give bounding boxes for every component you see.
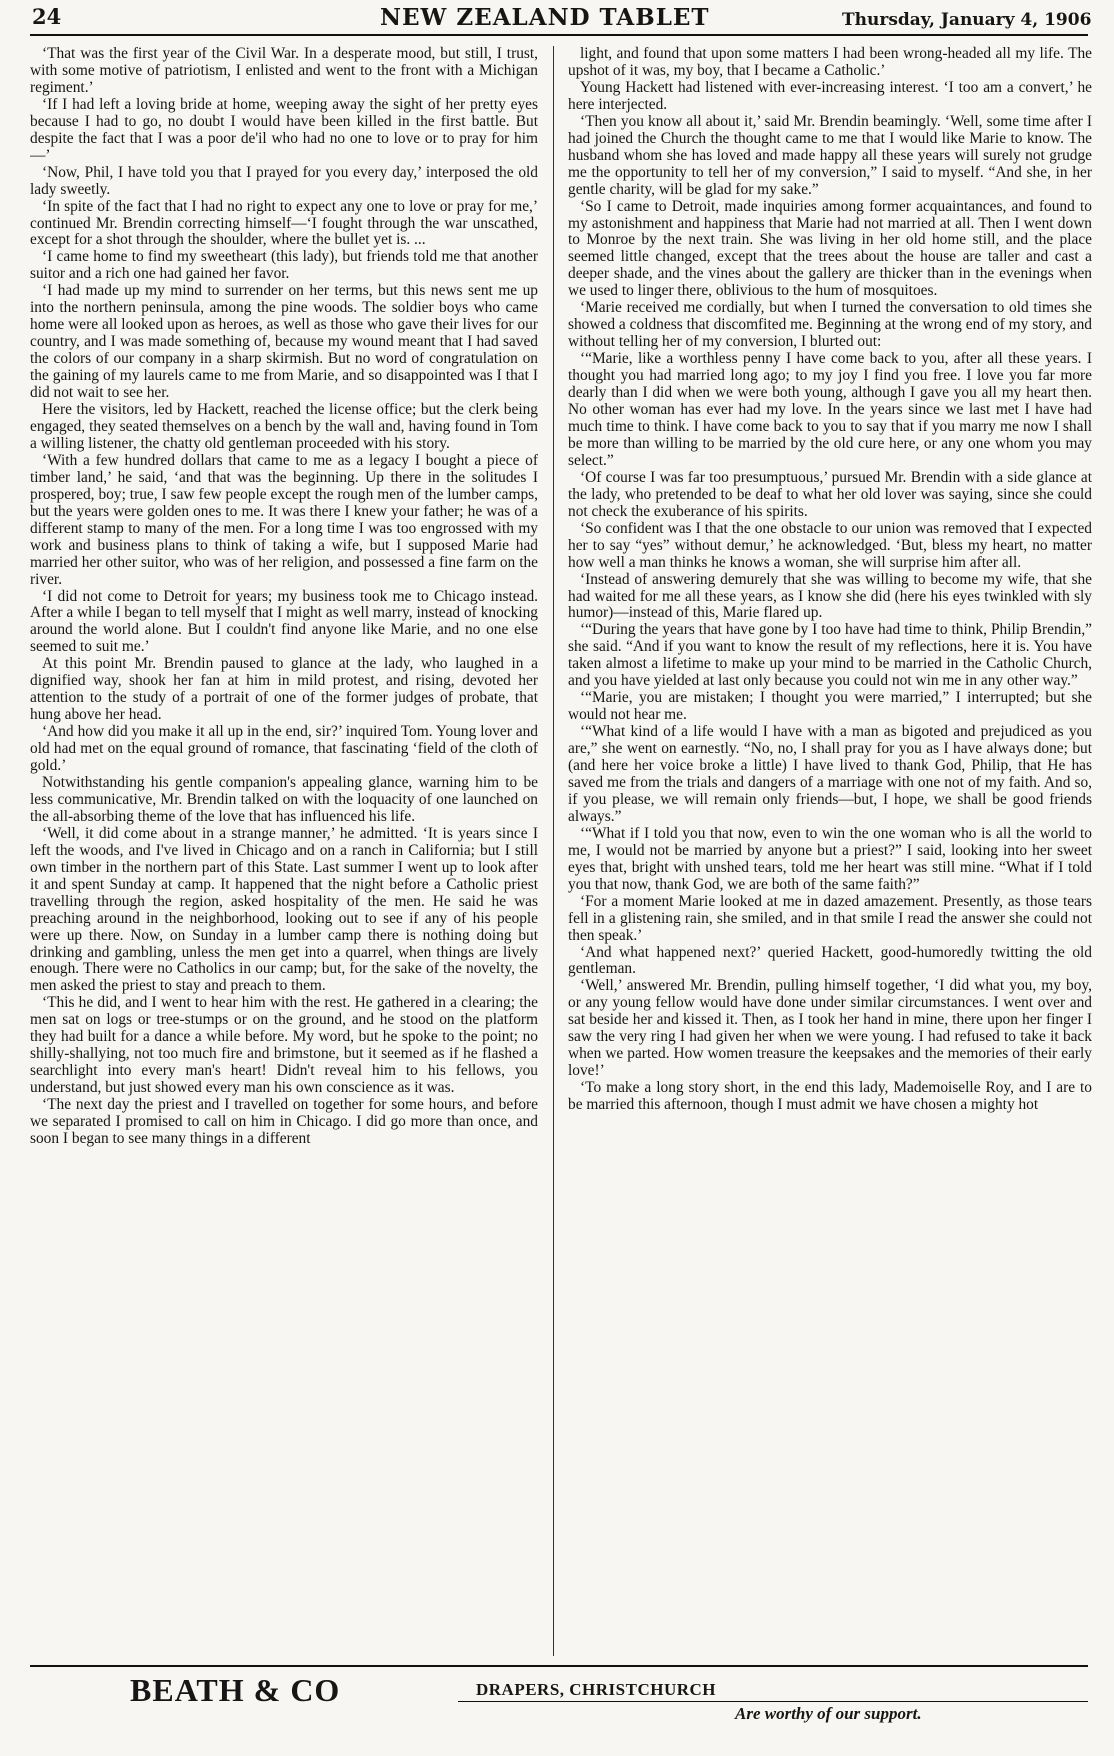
right-column [568,46,1092,1658]
article-paragraph: ‘With a few hundred dollars that came to me as a legacy I bought a piece of timber land,’ he said, ‘and that was the beginning. Up there in the solitudes I prospered, boy; true, I saw few people except the rough men of the lumber camps, but the years were golden ones to me. It was there I knew your father; he was of a different stamp to many of the men. For a long time I was too engrossed with my work and business plans to think of taking a wife, but I supposed Marie had married her other suitor, who was of her religion, and possessed a fine farm on the river. [30,451,538,588]
masthead-title: NEW ZEALAND TABLET [380,4,710,31]
footer-rule [30,1665,1088,1667]
article-paragraph: ‘“What kind of a life would I have with a man as bigoted and prejudiced as you are,” she went on earnestly. “No, no, I shall pray for you as I have always done; but (and here her voice broke a little) I have lived to thank God, Philip, that He has saved me from the trials and dangers of a marriage with one not of my faith. And so, if you please, we will remain only friends—but, I hope, we shall be good friends always.” [568,723,1092,825]
article-paragraph: ‘If I had left a loving bride at home, weeping away the sight of her pretty eyes because I had to go, no doubt I would have been killed in the first battle. But despite the fact that I was a poor de'il who had no one to love or to pray for him—’ [30,95,538,164]
article-paragraph: ‘I had made up my mind to surrender on her terms, but this news sent me up into the northern peninsula, among the pine woods. The soldier boys who came home were all looked upon as heroes, as well as those who gave their lives for our country, and I was made something of, because my wound meant that I had saved the colors of our company in a sharp skirmish. But no word of congratulation on the gaining of my laurels came to me from Marie, and so disappointed was I that I did not wait to see her. [30,282,538,402]
article-paragraph: ‘So confident was I that the one obstacle to our union was removed that I expected her to say “yes” without demur,’ he acknowledged. ‘But, bless my heart, no matter how well a man thinks he knows a woman, she will surprise him after all. [568,519,1092,571]
article-paragraph: At this point Mr. Brendin paused to glance at the lady, who laughed in a dignified way, shook her fan at him in mild protest, and rising, devoted her attention to the study of a portrait of one of the former judges of probate, that hung above her head. [30,655,538,724]
advertiser-trade: DRAPERS, CHRISTCHURCH [476,1680,717,1699]
article-paragraph: ‘That was the first year of the Civil War. In a desperate mood, but still, I trust, with some motive of patriotism, I enlisted and went to the front with a Michigan regiment.’ [30,46,538,96]
article-paragraph: ‘For a moment Marie looked at me in dazed amazement. Presently, as those tears fell in a glistening rain, she smiled, and in that smile I read the answer she could not then speak.’ [568,892,1092,944]
article-paragraph: ‘In spite of the fact that I had no right to expect any one to love or pray for me,’ continued Mr. Brendin correcting himself—‘I fought through the war unscathed, except for a shot through the shoulder, where the bullet yet is. ... [30,197,538,249]
advertiser-name: BEATH & CO [130,1672,341,1708]
article-paragraph: Notwithstanding his gentle companion's appealing glance, warning him to be less communicative, Mr. Brendin talked on with the loquacity of one launched on the all-absorbing theme of the love that has influenced his life. [30,773,538,825]
header-rule [30,34,1088,36]
article-paragraph: ‘I did not come to Detroit for years; my business took me to Chicago instead. After a while I began to tell myself that I might as well marry, instead of knocking around the world alone. But I couldn't find anyone like Marie, and no one else seemed to suit me.’ [30,587,538,656]
article-paragraph: ‘Then you know all about it,’ said Mr. Brendin beamingly. ‘Well, some time after I had joined the Church the thought came to me that I would like Marie to know. The husband whom she has loved and made happy all these years will surely not grudge me the opportunity to tell her of my conversion,” I said to myself. “And she, in her gentle charity, will be glad for my sake.” [568,112,1092,198]
article-paragraph: ‘Instead of answering demurely that she was willing to become my wife, that she had waited for me all these years, as I know she did (here his eyes twinkled with sly humor)—instead of this, Marie flared up. [568,570,1092,622]
article-paragraph: ‘Well, it did come about in a strange manner,’ he admitted. ‘It is years since I left the woods, and I've lived in Chicago and on a ranch in California; but I still own timber in the northern part of this State. Last summer I went up to look after it and spent Sunday at camp. It happened that the night before a Catholic priest travelling through the region, asked hospitality of the men. He said he was preaching around in the neighborhood, looking out to see if any of his people were up there. Now, on Sunday in a lumber camp there is nothing doing but drinking and gambling, unless the men get into a quarrel, when things are lively enough. There were no Catholics in our camp; but, for the sake of the novelty, the men asked the priest to stay and preach to them. [30,824,538,995]
article-paragraph: ‘“Marie, like a worthless penny I have come back to you, after all these years. I thought you had married long ago; to my joy I find you free. I love you far more dearly than I did when we were both young, although I gave you all my heart then. No other woman has ever had my love. In the years since we last met I have had much time to think. I have come back to you to say that if you marry me now I shall be more than willing to be married by the old cure here, or any one whom you may select.” [568,350,1092,469]
left-column [30,46,538,1658]
article-paragraph: ‘To make a long story short, in the end this lady, Mademoiselle Roy, and I are to be married this afternoon, though I must admit we have chosen a mighty hot [568,1079,1092,1114]
article-paragraph: ‘Of course I was far too presumptuous,’ pursued Mr. Brendin with a side glance at the lady, who pretended to be deaf to what her old lover was saying, since she could not check the exuberance of his spirits. [568,468,1092,520]
article-paragraph: ‘I came home to find my sweetheart (this lady), but friends told me that another suitor and a rich one had gained her favor. [30,248,538,283]
article-paragraph: ‘“During the years that have gone by I too have had time to think, Philip Brendin,” she said. “And if you want to know the result of my reflections, here it is. You have taken almost a lifetime to make up your mind to be married in the Catholic Church, and you have yielded at last only because you could not win me in any other way.” [568,621,1092,690]
article-paragraph: ‘Now, Phil, I have told you that I prayed for you every day,’ interposed the old lady sweetly. [30,163,538,198]
article-paragraph: ‘Marie received me cordially, but when I turned the conversation to old times she showed a coldness that discomfited me. Beginning at the wrong end of my story, and without telling her of my conversion, I blurted out: [568,299,1092,351]
page-header [0,0,1114,36]
article-paragraph: ‘Well,’ answered Mr. Brendin, pulling himself together, ‘I did what you, my boy, or any young fellow would have done under similar circumstances. I went over and sat beside her and kissed it. Then, as I took her hand in mine, there upon her finger I saw the very ring I had given her when we were young. I had refused to take it back when we parted. How women treasure the keepsakes and the memories of their early love!’ [568,977,1092,1080]
article-paragraph: ‘“What if I told you that now, even to win the one woman who is all the world to me, I would not be married by anyone but a priest?” I said, looking into her sweet eyes that, bright with unshed tears, told me her heart was still mine. “What if I told you that now, thank God, we are both of the same faith?” [568,824,1092,893]
article-paragraph: ‘This he did, and I went to hear him with the rest. He gathered in a clearing; the men sat on logs or tree-stumps or on the ground, and he stood on the platform they had built for a dance a while before. My word, but he spoke to the point; no shilly-shallying, not too much fire and brimstone, but it seemed as if he flashed a searchlight into every man's heart! Didn't reveal him to his fellows, you understand, but just showed every man his own conscience as it was. [30,994,538,1097]
article-paragraph: light, and found that upon some matters I had been wrong-headed all my life. The upshot of it was, my boy, that I became a Catholic.’ [568,46,1092,79]
article-paragraph: Here the visitors, led by Hackett, reached the license office; but the clerk being engaged, they seated themselves on a bench by the wall and, having found in Tom a willing listener, the chatty old gentleman proceeded with his story. [30,401,538,452]
column-divider [553,46,554,1656]
article-paragraph: ‘And how did you make it all up in the end, sir?’ inquired Tom. Young lover and old had met on the equal ground of romance, that fascinating ‘field of the cloth of gold.’ [30,723,538,775]
advert-rule [458,1701,1088,1702]
article-paragraph: Young Hackett had listened with ever-increasing interest. ‘I too am a convert,’ he here interjected. [568,78,1092,113]
advert-tagline: Are worthy of our support. [735,1704,922,1723]
issue-date: Thursday, January 4, 1906 [842,10,1092,30]
article-paragraph: ‘“Marie, you are mistaken; I thought you were married,” I interrupted; but she would not hear me. [568,689,1092,724]
article-paragraph: ‘So I came to Detroit, made inquiries among former acquaintances, and found to my astonishment and happiness that Marie had not married at all. Then I went down to Monroe by the next train. She was living in her old home still, and the place seemed little changed, except that the trees about the house are taller and cast a deeper shade, and the vines about the gallery are thicker than in the evenings when we used to linger there, oblivious to the hum of mosquitoes. [568,197,1092,300]
article-paragraph: ‘And what happened next?’ queried Hackett, good-humoredly twitting the old gentleman. [568,943,1092,978]
article-paragraph: ‘The next day the priest and I travelled on together for some hours, and before we separated I promised to call on him in Chicago. I did go more than once, and soon I began to see many things in a different [30,1096,538,1147]
page-number: 24 [32,4,62,29]
